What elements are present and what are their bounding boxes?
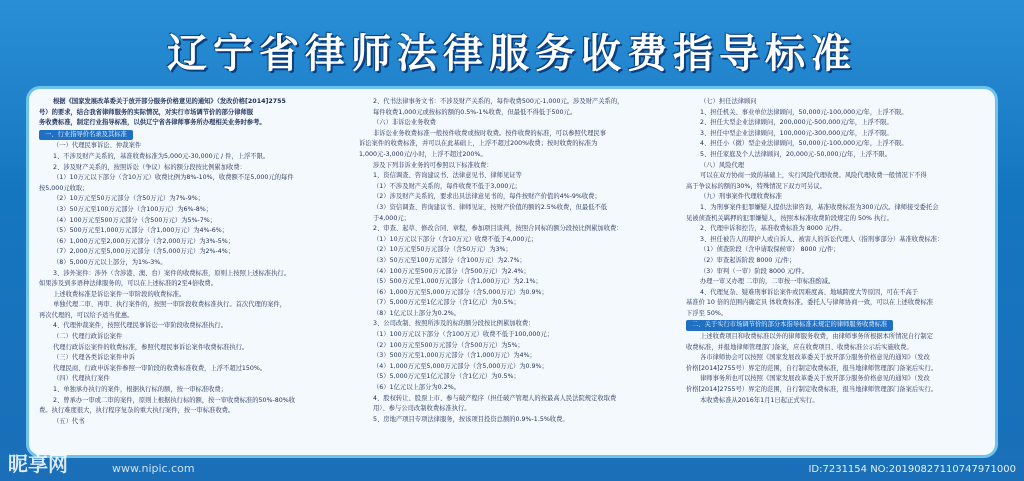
col3-line: [686, 319, 986, 332]
col3-line: 3、担任被告人的辩护人或自诉人、被害人的诉讼代理人（指刑事部分）基准收费标准：: [700, 235, 944, 243]
col2-line: 涉及下列非诉业务的可参照以下标准收费：: [373, 161, 493, 169]
col3-line: （3）审判（一审）阶段 8000 元/件。: [700, 267, 809, 275]
col2-line: （六）非诉讼业务收费: [373, 119, 436, 127]
col2-line: 2、代书法律事务文书：不涉及财产关系的，每件收费500元-1,000元。涉及财产关系的，: [373, 98, 624, 105]
col1-line: 上述收费标准是诉讼案件一审阶段的收费标准。: [53, 290, 186, 298]
col3-line: （1）侦查阶段（含申请取保候审） 8000 元/件；: [700, 246, 840, 254]
col2-line: （4）100万元至500万元部分（含500万元）为2.4%；: [373, 267, 530, 275]
col1-line: 号）的要求，结合我省律师服务的实际情况，对实行市场调节价的部分律师服: [39, 108, 254, 116]
content-panel: [26, 86, 998, 458]
col1-line: 费。执行难度很大，执行程序复杂的重大执行案件，按一审标准收费。: [39, 407, 235, 415]
col1-line: 如果涉及到多语种法律服务的，可以在上述标准的2至4倍收费。: [39, 280, 218, 288]
col3-line: 4、代理复杂、疑难刑事诉讼案件或因难度高、地域跨度大等原因，可在不高于: [700, 288, 919, 296]
col2-line: （2）100万元至500万元部分（含500万元）为5%；: [373, 341, 524, 349]
col2-line: （1）100万元以下部分（含100万元）收费不低于100,000元；: [373, 331, 554, 339]
col1-line: 2、曾承办一审或二审的案件，原则上根据执行标的额，按一审收费标准的50%-80%收: [53, 396, 296, 404]
col3-line: 见被侦查机关羁押的犯罪嫌疑人，按照本标准收费阶段规定的 50% 执行。: [686, 214, 893, 222]
col2-line: （6）1,000万元至5,000万元部分（含5,000万元）为0.9%；: [373, 288, 548, 296]
col1-line: （五）代书: [53, 417, 85, 425]
col1-line: （2）10万元至50万元部分（含50万元）为7%-9%；: [53, 195, 205, 203]
col1-line: 按5,000元收取；: [39, 184, 89, 192]
col3-line: 收费标准，并报地律师管理部门备案，应在收费项目、收费标准公示后实施收费。: [686, 343, 913, 351]
col2-line: （2）10万元至50万元部分（含50万元）为3%；: [373, 246, 512, 254]
col1-line: [39, 129, 341, 142]
col2-line: （3）500万元至1,000万元部分（含1,000万元）为4%；: [373, 352, 536, 360]
col2-line: 1,000元-3,000元/小时，上浮不超过200%。: [359, 150, 487, 158]
col1-line: 1、不涉及财产关系的，基准收费标准为5,000元-30,000元 / 件，上浮不限。: [53, 152, 270, 160]
col2-line: （3）资信调查、咨询建议书、律师见证，按财产价值的额的2.5%收费，但最低不低: [373, 203, 608, 211]
col3-line: 本收费标准从2016年1月1日起正式实行。: [700, 396, 819, 404]
col3-line: 2、担任大型企业法律顾问，200,000元-500,000元/年，上浮不限。: [700, 119, 893, 127]
col2-line: （6）1亿元以上部分为0.2%。: [373, 384, 460, 392]
col2-line: 5、房地产项目专项法律服务，按该项目投资总额的0.9%-1.5%收费。: [373, 415, 569, 423]
col2-line: （3）50万元至100万元部分（含100万元）为2.7%；: [373, 256, 526, 264]
col1-line: 代理行政诉讼案件的收费标准，参照代理民事诉讼案件收费标准执行。: [53, 343, 249, 351]
col3-line: 各市律师协会可以按照《国家发展改革委关于放开部分服务价格意见的通知》（发改: [700, 354, 930, 362]
col1-line: （一）代理民事诉讼、仲裁案件: [53, 142, 142, 150]
col3-line: 上述收费项目和收费标准以外的律师服务收费，由律师事务所根据本所情况自行制定: [700, 333, 933, 341]
col1-line: 务收费标准，制定行业指导标准，以供辽宁省各律师事务所办理相关业务时参考。: [39, 119, 266, 127]
col1-line: （3）50万元至100万元部分（含100万元）为6%-8%；: [53, 205, 213, 213]
col1-line: 2、涉及财产关系的，按照诉讼（争议）标的额分段按比例累加收费：: [53, 163, 246, 171]
page-title: 辽宁省律师法律服务收费指导标准: [167, 31, 857, 77]
col3-line: 2、代理申诉和控告，基准收费标准为 8000 元/件。: [700, 225, 846, 233]
col2-line: （5）500万元至1,000万元部分（含1,000万元）为2.1%；: [373, 278, 542, 286]
col3-line: 办理一审又办理 二审的，二审按一审标准酌减。: [700, 278, 835, 286]
watermark-logo: 昵享网: [8, 452, 68, 476]
col3-line: （九）刑事案件代理收费标准: [700, 193, 782, 201]
col1-line: （三）代理各类诉讼案件申诉: [53, 354, 135, 362]
col2-line: 4、股权转让、股票上市、参与破产程序（担任破产管理人的按最高人民法院规定收取费: [373, 394, 617, 402]
col1-line: （四）代理执行案件: [53, 375, 110, 383]
col2-line: 1、资信调查、咨询建议书、法律意见书、律师见证等: [373, 172, 522, 180]
col3-line: 价格[2014]2755号）界定的范围，自行制定收费标准，报当地律师管理部门备案后实行。: [686, 386, 938, 394]
col2-line: 诉讼案件的收费标准，并可以在此基础上，上浮不超过200%收费；按时收费的标准为: [359, 140, 598, 148]
col1-line: 再次代理的，可以给予适当优惠。: [39, 311, 134, 319]
col1-line: 代理民商、行政申诉案件参照一审阶段的收费标准收费，上浮不超过150%。: [53, 364, 267, 372]
col1-line: 4、代理仲裁案件，按照代理民事诉讼一审阶段收费标准执行。: [53, 322, 228, 330]
col1-line: 1、单独承办执行的案件，根据执行标的额，按一审标准收费；: [53, 386, 228, 394]
col3-line: 基准价 10 倍的范围内确定具 体收费标准。委托人与律师协商一致，可以在上述收费标准: [686, 299, 934, 307]
col2-line: 3、公司改制、按照所涉及的标的额分段按比例累加收费：: [373, 320, 535, 328]
col2-line: （1）不涉及财产关系的，每件收费不低于3,000元；: [373, 182, 521, 190]
col2-line: 于4,000元；: [373, 214, 410, 222]
col1-line: （6）1,000万元至2,000万元部分（含2,000万元）为3%-5%；: [53, 237, 235, 245]
col3-line: （八）风险代理: [700, 161, 745, 169]
col3-line: 律师事务所也可以按照《国家发展改革委关于放开部分服务价格意见的通知》（发改: [700, 375, 930, 383]
col2-line: 非诉讼业务收费标准一般按件收费或按时收费。按件收费的标准，可以参照代理民事: [373, 129, 606, 137]
col3-line: 1、为刑事案件犯罪嫌疑人提供法律咨询，基准收费标准为300元/次。律师接受委托会: [700, 203, 939, 211]
col2-line: （7）5,000万元至1亿元部分（含1亿元）为0.5%；: [373, 299, 520, 307]
col2-line: （2）涉及财产关系的，要求出具法律意见书的，每件按财产价值的4%-9%收费；: [373, 193, 601, 201]
col1-line: 根据《国家发展改革委关于放开部分服务价格意见的通知》（发改价格[2014]2755: [53, 98, 286, 105]
footer: [0, 452, 1024, 481]
col1-line: （4）100万元至500万元部分（含500万元）为5%-7%；: [53, 216, 217, 224]
col2-line: 用）、参与公司改制收费标准执行。: [373, 405, 471, 413]
col3-line: 3、担任中型企业法律顾问，100,000元-300,000元/年，上浮不限。: [700, 129, 893, 137]
col3-line: 高于争议标的额的30%，特殊情况下双方可另议。: [686, 182, 826, 190]
col3-line: 5、担任家庭及个人法律顾问，20,000元-50,000元/年，上浮不限。: [700, 150, 891, 158]
col1-line: （5）500万元至1,000万元部分（含1,000万元）为4%-6%；: [53, 227, 229, 235]
col3-line: 4、担任小（微）型企业法律顾问，50,000元-100,000元/年，上浮不限。: [700, 140, 908, 148]
column-middle: [359, 97, 671, 425]
col1-line: （二）代理行政诉讼案件: [53, 333, 123, 341]
col2-line: （4）1,000万元至5,000万元部分（含5,000万元）为0.9%；: [373, 362, 548, 370]
col1-line: （8）5,000万元以上部分，为1%-3%。: [53, 258, 167, 266]
column-right: [686, 97, 986, 406]
col3-line: 1、担任机关、事业单位法律顾问，50,000元-100,000元/年，上浮不限。: [700, 108, 908, 116]
column-left: [39, 97, 341, 427]
col1-line: （1）10万元以下部分（含10万元）收费比例为8%-10%，收费额不足5,000元的每件: [53, 174, 294, 182]
image-id-info: ID:7231154 NO:20190827110747971000: [808, 464, 1016, 475]
col2-line: 每件收费1,000元或按标的额的0.5%-1%收费，但最低不得低于500元。: [373, 108, 577, 116]
col3-line: 下浮至 50%。: [686, 309, 728, 317]
col2-line: 2、审查、起草、修改合同、章程，参加项目谈判，按照合同标的额分段按比例累加收费：: [373, 225, 623, 233]
section-heading: 一、行业指导价名录及其标准: [39, 130, 133, 141]
col3-line: 价格[2014]2755号）界定的范围，自行制定收费标准，报当地律师管理部门备案后实行。: [686, 364, 938, 372]
col1-line: 3、涉外案件：涉外（含涉港、澳、台）案件的收费标准，原则上按照上述标准执行。: [53, 269, 290, 277]
col2-line: （8）1亿元以上部分为0.2%。: [373, 309, 460, 317]
watermark-url: www.nipic.com: [112, 462, 195, 475]
col3-line: （七）担任法律顾问: [700, 98, 757, 105]
col3-line: 可以在双方协商一致的基础上，实行风险代理收费。风险代理收费一般情况下不得: [700, 172, 927, 180]
col2-line: （5）5,000万元至1亿元部分（含1亿元）为0.5%；: [373, 373, 520, 381]
col3-line: （2）审查起诉阶段 8000 元/件；: [700, 256, 796, 264]
section-heading: 二、关于实行市场调节价的部分本指导标准未规定的律师服务收费标准: [686, 320, 893, 331]
col1-line: （7）2,000万元至5,000万元部分（含5,000万元）为2%-4%；: [53, 248, 235, 256]
col2-line: （1）10万元以下部分（含10万元）收费不低于4,000元；: [373, 235, 537, 243]
col1-line: 单独代理二审、再审、执行案件的，按照一审阶段收费标准执行。首次代理的案件，: [53, 301, 286, 309]
